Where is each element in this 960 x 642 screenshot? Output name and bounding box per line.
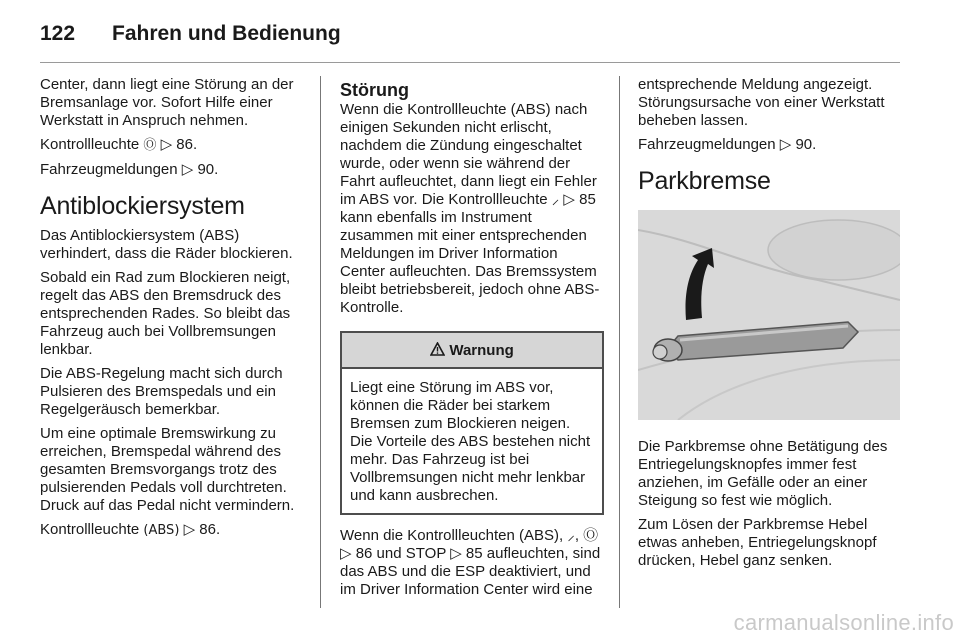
paragraph	[40, 521, 304, 540]
text: Kontrollleuchte	[40, 521, 140, 538]
warning-header	[342, 333, 602, 369]
text: Kontrollleuchte	[40, 136, 140, 153]
page-reference-link[interactable]: ▷ 86.	[160, 136, 198, 153]
paragraph: entsprechende Meldung angezeigt. Störungsursache von einer Werkstatt beheben lassen.	[638, 76, 885, 129]
watermark: carmanualsonline.info	[733, 610, 954, 635]
section-heading-abs: Antiblockiersystem	[40, 192, 245, 220]
paragraph: Zum Lösen der Parkbremse Hebel etwas anheben, Entriegelungsknopf drücken, Hebel ganz senken.	[638, 516, 877, 569]
warning-triangle-icon	[430, 342, 449, 359]
paragraph: Die ABS-Regelung macht sich durch Pulsieren des Bremspedals und ein Regelgeräusch bemerkbar.	[40, 365, 283, 418]
chapter-title: Fahren und Bedienung	[112, 22, 341, 45]
parking-brake-drawing	[638, 210, 900, 420]
paragraph: Center, dann liegt eine Störung an der Bremsanlage vor. Sofort Hilfe einer Werkstatt in Anspruch nehmen.	[40, 76, 294, 129]
paragraph	[40, 136, 304, 155]
paragraph	[40, 161, 304, 179]
paragraph: Sobald ein Rad zum Blockieren neigt, regelt das ABS den Bremsdruck des entsprechenden Rades. So bleibt das Fahrzeug auch bei Vollbremsungen lenkbar.	[40, 269, 291, 358]
column-divider-1	[320, 76, 321, 608]
column-2	[340, 80, 604, 605]
brake-warning-icon: Ⓞ	[143, 138, 157, 153]
column-3	[638, 76, 902, 576]
subsection-heading-stoerung: Störung	[340, 80, 409, 100]
page-number: 122	[40, 22, 76, 45]
page-reference-link[interactable]: ▷ 86.	[183, 521, 221, 538]
abs-icon: (ABS)	[143, 523, 180, 538]
warning-text: Liegt eine Störung im ABS vor, können die Räder bei starkem Bremsen zum Blockieren neigen. Die Vorteile des ABS bestehen nicht mehr. Das Fahrzeug ist bei Vollbremsungen nicht mehr lenkbar und kann ausbrechen.	[350, 379, 591, 504]
page-header	[40, 22, 341, 46]
header-divider	[40, 62, 900, 63]
paragraph: Das Antiblockiersystem (ABS) verhindert, dass die Räder blockieren.	[40, 227, 293, 262]
section-heading-parkbremse: Parkbremse	[638, 167, 771, 195]
page-reference-link[interactable]: ▷ 90.	[779, 136, 817, 153]
text: Fahrzeugmeldungen	[638, 136, 776, 153]
paragraph: Um eine optimale Bremswirkung zu erreichen, Bremspedal während des gesamten Bremsvorgangs trotz des pulsierenden Pedals voll durchtreten. Druck auf das Pedal nicht vermindern.	[40, 425, 295, 514]
parking-brake-illustration	[638, 210, 900, 420]
column-1	[40, 76, 304, 546]
text: Fahrzeugmeldungen	[40, 161, 178, 178]
paragraph: Wenn die Kontrollleuchten (ABS), ⸝, Ⓞ ▷ 86 und STOP ▷ 85 aufleuchten, sind das ABS und die ESP deaktiviert, und im Driver Information Center wird eine	[340, 527, 601, 598]
column-divider-2	[619, 76, 620, 608]
warning-box	[340, 331, 604, 515]
warning-title: Warnung	[449, 342, 514, 359]
paragraph	[638, 136, 902, 154]
paragraph: Die Parkbremse ohne Betätigung des Entriegelungsknopfes immer fest anziehen, im Gefälle oder an einer Steigung so fest wie möglich.	[638, 438, 888, 509]
page-reference-link[interactable]: ▷ 90.	[181, 161, 219, 178]
paragraph: Wenn die Kontrollleuchte (ABS) nach einigen Sekunden nicht erlischt, nachdem die Zündung eingeschaltet wurde, oder wenn sie während der Fahrt aufleuchtet, dann liegt ein Fehler im ABS vor. Die Kontrollleuchte ⸝ ▷ 85 kann ebenfalls im Instrument zusammen mit einer entsprechenden Meldungen im Driver Information Center aufleuchten. Das Bremssystem bleibt betriebsbereit, jedoch ohne ABS-Kontrolle.	[340, 101, 600, 316]
